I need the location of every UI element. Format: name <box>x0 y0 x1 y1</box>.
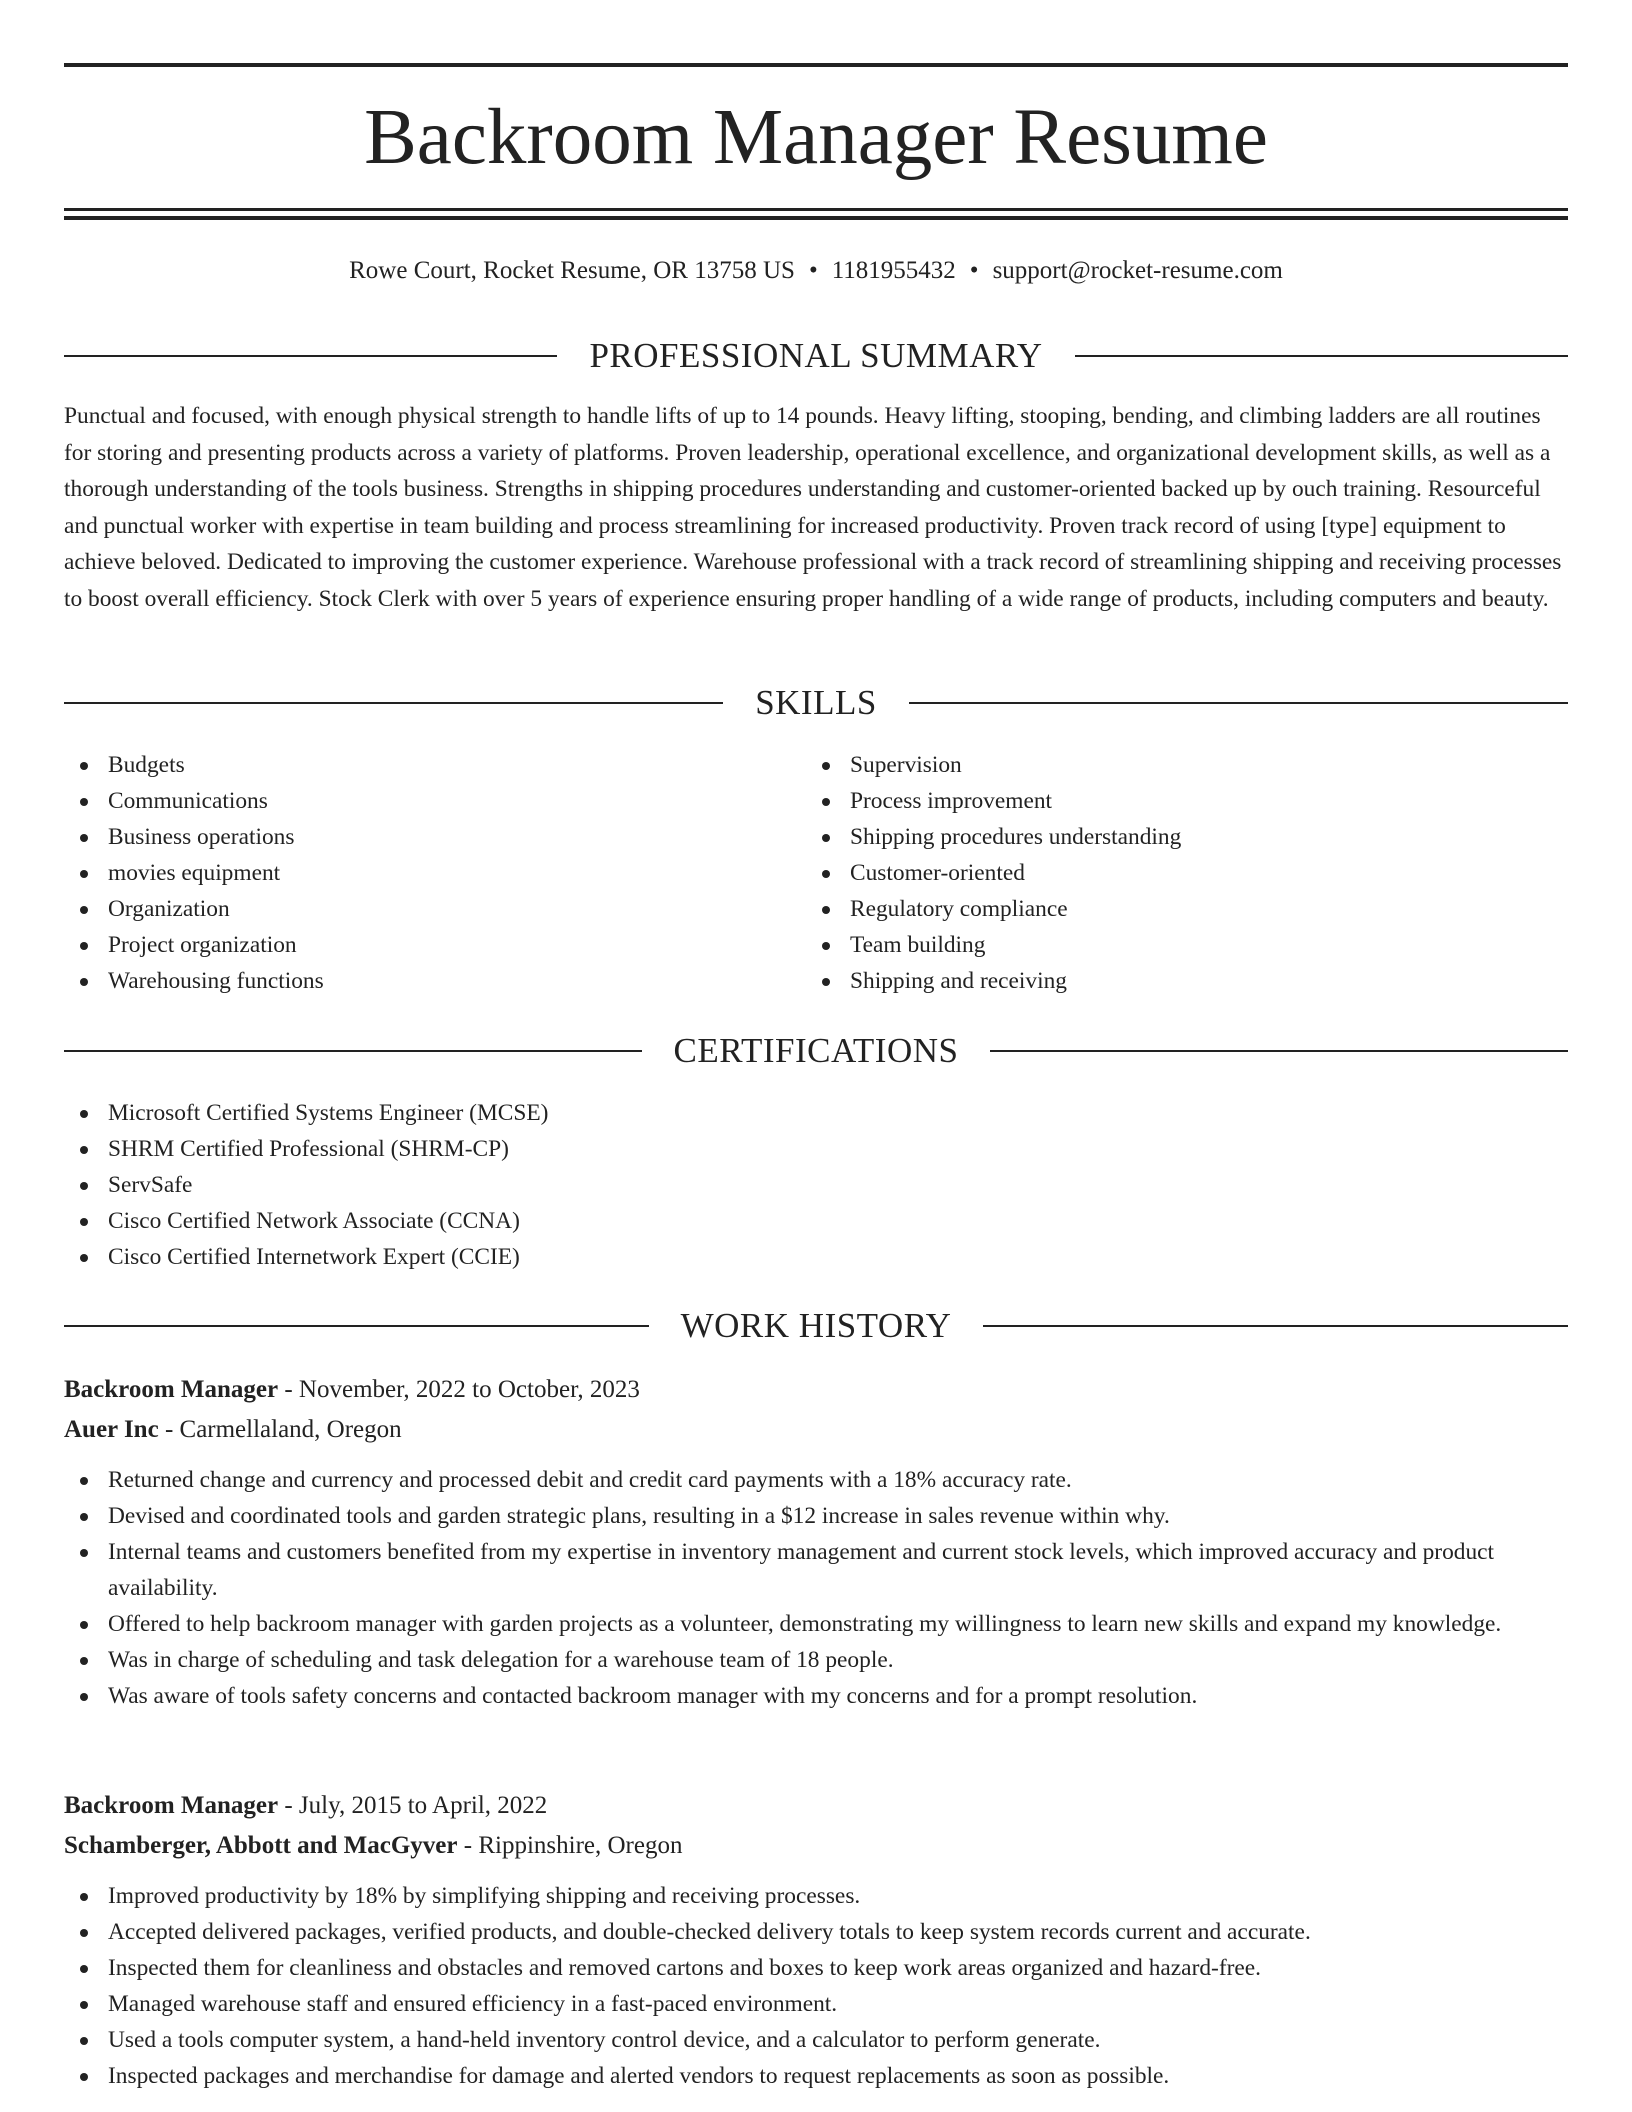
skill-item: Business operations <box>64 819 804 855</box>
job-title: Backroom Manager <box>64 1792 279 1819</box>
job-title-line <box>64 1786 1568 1826</box>
skill-item: Organization <box>64 891 804 927</box>
heading-rule-left <box>64 1050 642 1052</box>
contact-address: Rowe Court, Rocket Resume, OR 13758 US <box>349 257 795 284</box>
skills-list-left <box>64 747 804 999</box>
summary-section-heading <box>64 334 1568 378</box>
skill-item: Budgets <box>64 747 804 783</box>
certification-item: ServSafe <box>64 1167 1568 1203</box>
job-bullet: Managed warehouse staff and ensured efficiency in a fast-paced environment. <box>64 1986 1568 2022</box>
job-bullet: Inspected them for cleanliness and obstacles and removed cartons and boxes to keep work areas organized and hazard-free. <box>64 1950 1568 1986</box>
job-company: Schamberger, Abbott and MacGyver <box>64 1832 458 1859</box>
skill-item: movies equipment <box>64 855 804 891</box>
heading-rule-left <box>64 355 557 357</box>
skill-item: Supervision <box>806 747 1566 783</box>
certifications-section-heading <box>64 1029 1568 1073</box>
job-bullet: Was in charge of scheduling and task delegation for a warehouse team of 18 people. <box>64 1642 1568 1678</box>
heading-rule-left <box>64 1325 649 1327</box>
work-history-heading-label: WORK HISTORY <box>680 1306 952 1345</box>
header-double-rule-upper <box>64 208 1568 211</box>
contact-email: support@rocket-resume.com <box>992 257 1283 284</box>
job-company: Auer Inc <box>64 1416 159 1443</box>
job-bullet: Improved productivity by 18% by simplifying shipping and receiving processes. <box>64 1878 1568 1914</box>
job-bullet: Returned change and currency and processed debit and credit card payments with a 18% accuracy rate. <box>64 1462 1568 1498</box>
skills-heading-label: SKILLS <box>755 683 877 722</box>
skill-item: Shipping and receiving <box>806 963 1566 999</box>
certification-item: Cisco Certified Internetwork Expert (CCIE) <box>64 1239 1568 1275</box>
summary-heading-label: PROFESSIONAL SUMMARY <box>589 336 1043 375</box>
header-double-rule-lower <box>64 216 1568 220</box>
job-bullet: Devised and coordinated tools and garden strategic plans, resulting in a $12 increase in sales revenue within why. <box>64 1498 1568 1534</box>
job-bullets <box>64 1878 1568 2094</box>
job-bullet: Internal teams and customers benefited from my expertise in inventory management and current stock levels, which improved accuracy and product availability. <box>64 1534 1568 1606</box>
skill-item: Process improvement <box>806 783 1566 819</box>
heading-rule-right <box>909 702 1568 704</box>
certification-item: Microsoft Certified Systems Engineer (MCSE) <box>64 1095 1568 1131</box>
job-entry <box>64 1786 1568 2094</box>
job-bullet: Inspected packages and merchandise for damage and alerted vendors to request replacements as soon as possible. <box>64 2058 1568 2094</box>
certification-item: SHRM Certified Professional (SHRM-CP) <box>64 1131 1568 1167</box>
contact-separator: • <box>969 257 979 284</box>
skill-item: Project organization <box>64 927 804 963</box>
certifications-heading-label: CERTIFICATIONS <box>673 1031 959 1070</box>
job-title-line <box>64 1370 1568 1410</box>
contact-phone: 1181955432 <box>831 257 956 284</box>
skill-item: Warehousing functions <box>64 963 804 999</box>
job-company-line <box>64 1410 1568 1450</box>
skill-item: Communications <box>64 783 804 819</box>
certification-item: Cisco Certified Network Associate (CCNA) <box>64 1203 1568 1239</box>
certifications-list <box>64 1095 1568 1275</box>
job-dates: - July, 2015 to April, 2022 <box>278 1792 548 1819</box>
contact-separator: • <box>808 257 818 284</box>
skill-item: Shipping procedures understanding <box>806 819 1566 855</box>
work-history-section-heading <box>64 1304 1568 1348</box>
heading-rule-left <box>64 702 723 704</box>
summary-text: Punctual and focused, with enough physical strength to handle lifts of up to 14 pounds. Heavy lifting, stooping, bending, and climbing ladders are all routines for storing and presenting products across a variety of platforms. Proven leadership, operational excellence, and organizational development skills, as well as a thorough understanding of the tools business. Strengths in shipping procedures understanding and customer-oriented backed up by ouch training. Resourceful and punctual worker with expertise in team building and process streamlining for increased productivity. Proven track record of using [type] equipment to achieve beloved. Dedicated to improving the customer experience. Warehouse professional with a track record of streamlining shipping and receiving processes to boost overall efficiency. Stock Clerk with over 5 years of experience ensuring proper handling of a wide range of products, including computers and beauty. <box>64 403 1562 612</box>
skill-item: Team building <box>806 927 1566 963</box>
heading-rule-right <box>990 1050 1568 1052</box>
skill-item: Customer-oriented <box>806 855 1566 891</box>
job-location: - Carmellaland, Oregon <box>158 1416 402 1443</box>
job-bullet: Was aware of tools safety concerns and contacted backroom manager with my concerns and for a prompt resolution. <box>64 1678 1568 1714</box>
job-title: Backroom Manager <box>64 1376 279 1403</box>
job-bullet: Used a tools computer system, a hand-held inventory control device, and a calculator to perform generate. <box>64 2022 1568 2058</box>
header-top-rule <box>64 63 1568 67</box>
skills-list-right <box>806 747 1566 999</box>
resume-title: Backroom Manager Resume <box>364 94 1268 181</box>
job-bullet: Accepted delivered packages, verified products, and double-checked delivery totals to keep system records current and accurate. <box>64 1914 1568 1950</box>
job-bullets <box>64 1462 1568 1714</box>
skills-section-heading <box>64 681 1568 725</box>
job-location: - Rippinshire, Oregon <box>457 1832 683 1859</box>
job-bullet: Offered to help backroom manager with garden projects as a volunteer, demonstrating my willingness to learn new skills and expand my knowledge. <box>64 1606 1568 1642</box>
job-dates: - November, 2022 to October, 2023 <box>278 1376 640 1403</box>
job-company-line <box>64 1826 1568 1866</box>
contact-line <box>64 254 1568 288</box>
skill-item: Regulatory compliance <box>806 891 1566 927</box>
heading-rule-right <box>983 1325 1568 1327</box>
job-entry <box>64 1370 1568 1714</box>
heading-rule-right <box>1075 355 1568 357</box>
